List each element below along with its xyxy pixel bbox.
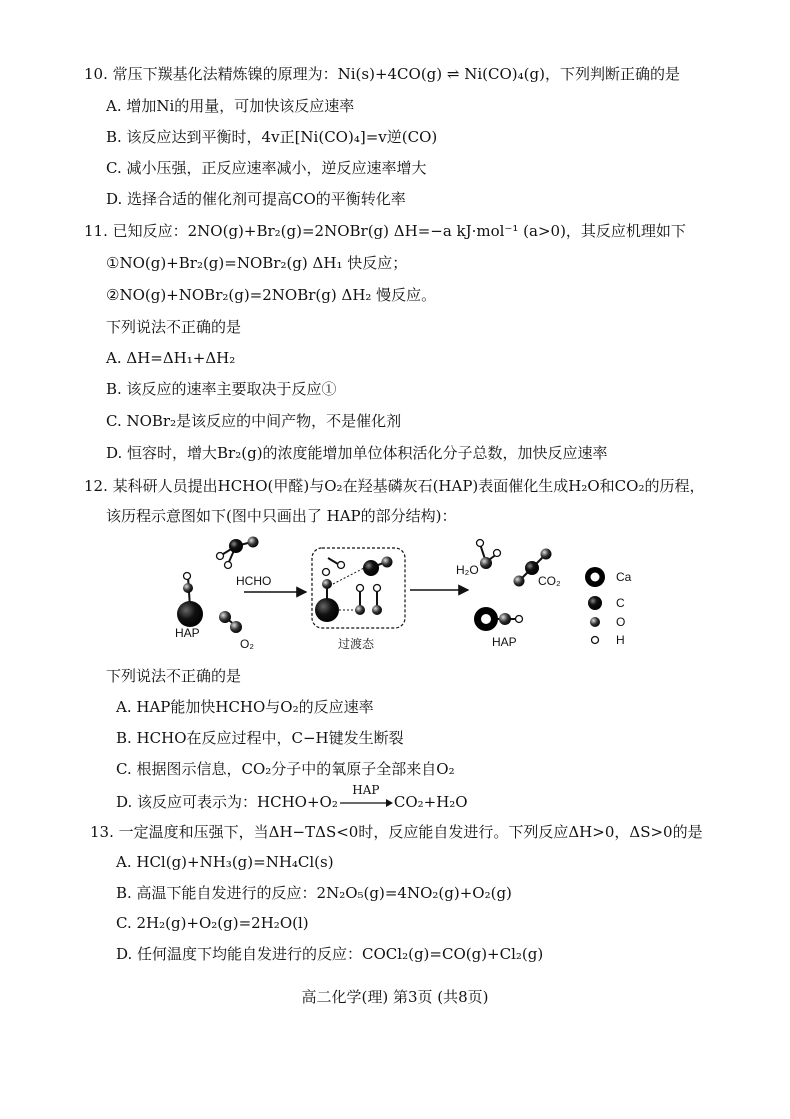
q12-option-d	[116, 783, 468, 812]
legend-ca: Ca	[616, 570, 632, 584]
q10-option-a: A. 增加Ni的用量，可加快该反应速率	[106, 97, 355, 115]
legend	[585, 567, 605, 644]
q11-option-c: C. NOBr₂是该反应的中间产物，不是催化剂	[106, 412, 402, 430]
reaction-mechanism-diagram	[170, 532, 670, 662]
q11-option-d: D. 恒容时，增大Br₂(g)的浓度能增加单位体积活化分子总数，加快反应速率	[106, 444, 608, 462]
q12-option-c: C. 根据图示信息，CO₂分子中的氧原子全部来自O₂	[116, 760, 455, 778]
arrow-condition-hap: HAP	[352, 783, 380, 797]
q10-option-c: C. 减小压强，正反应速率减小，逆反应速率增大	[106, 159, 427, 177]
hcho-molecule	[217, 537, 259, 569]
q10-stem: 10. 常压下羰基化法精炼镍的原理为：Ni(s)+4CO(g) ⇌ Ni(CO)₄(g)，下列判断正确的是	[84, 65, 680, 83]
q11-stem: 11. 已知反应：2NO(g)+Br₂(g)=2NOBr(g) ΔH=−a kJ·mol⁻¹ (a>0)，其反应机理如下	[84, 222, 686, 240]
q11-option-a: A. ΔH=ΔH₁+ΔH₂	[106, 349, 236, 367]
q12-option-a: A. HAP能加快HCHO与O₂的反应速率	[116, 698, 374, 716]
label-transition-state: 过渡态	[338, 637, 375, 651]
label-h2o: H₂O	[456, 563, 479, 577]
q12-stem-line1: 12. 某科研人员提出HCHO(甲醛)与O₂在羟基磷灰石(HAP)表面催化生成H₂O和CO₂的历程，	[84, 477, 705, 495]
label-hap-right: HAP	[492, 635, 517, 649]
hap-left-molecule	[177, 573, 203, 628]
q11-step-1: ①NO(g)+Br₂(g)=NOBr₂(g) ΔH₁ 快反应；	[106, 254, 408, 272]
legend-c: C	[616, 596, 625, 610]
reaction-arrow-with-condition	[338, 783, 394, 812]
q12-option-b: B. HCHO在反应过程中，C−H键发生断裂	[116, 729, 404, 747]
q11-step-2: ②NO(g)+NOBr₂(g)=2NOBr(g) ΔH₂ 慢反应。	[106, 286, 437, 304]
q13-option-a: A. HCl(g)+NH₃(g)=NH₄Cl(s)	[116, 853, 334, 871]
legend-h: H	[616, 633, 625, 647]
q12-option-d-prefix: D. 该反应可表示为：HCHO+O₂	[116, 793, 338, 811]
label-hap-left: HAP	[175, 626, 200, 640]
q12-stem-line2: 该历程示意图如下(图中只画出了 HAP的部分结构)：	[106, 507, 457, 525]
label-co2: CO₂	[538, 574, 561, 588]
q12-option-d-suffix: CO₂+H₂O	[393, 793, 468, 811]
legend-o: O	[616, 615, 626, 629]
q10-option-d: D. 选择合适的催化剂可提高CO的平衡转化率	[106, 190, 406, 208]
q13-stem: 13. 一定温度和压强下，当ΔH−TΔS<0时，反应能自发进行。下列反应ΔH>0，ΔS>0的是	[90, 823, 703, 841]
q11-prompt: 下列说法不正确的是	[106, 318, 242, 336]
q10-option-b: B. 该反应达到平衡时，4v正[Ni(CO)₄]=v逆(CO)	[106, 128, 438, 146]
ca-atom	[177, 601, 203, 627]
page-footer: 高二化学(理) 第3页 (共8页)	[301, 988, 489, 1006]
q12-prompt: 下列说法不正确的是	[106, 667, 242, 685]
h2o-molecule	[477, 540, 501, 570]
q13-option-c: C. 2H₂(g)+O₂(g)=2H₂O(l)	[116, 914, 309, 932]
label-hcho: HCHO	[236, 574, 272, 588]
hap-right-molecule	[474, 607, 523, 631]
label-o2: O₂	[240, 637, 254, 651]
o2-molecule	[219, 611, 242, 633]
q11-option-b: B. 该反应的速率主要取决于反应①	[106, 380, 337, 398]
q13-option-b: B. 高温下能自发进行的反应：2N₂O₅(g)=4NO₂(g)+O₂(g)	[116, 884, 512, 902]
transition-state-molecule	[315, 557, 393, 623]
q13-option-d: D. 任何温度下均能自发进行的反应：COCl₂(g)=CO(g)+Cl₂(g)	[116, 945, 544, 963]
